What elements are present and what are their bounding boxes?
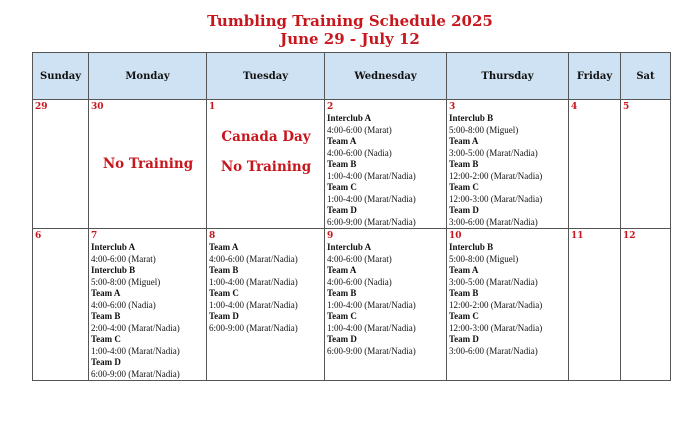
group-name: Team B: [327, 159, 357, 169]
group-name: Team A: [91, 288, 121, 298]
day-cell: [621, 229, 671, 381]
group-name: Team C: [327, 182, 357, 192]
session-time: 1:00-4:00 (Marat/Nadia): [209, 299, 298, 310]
day-cell: [89, 229, 207, 381]
group-name: Team A: [449, 265, 479, 275]
day-number: 30: [91, 102, 104, 112]
session-time: 4:00-6:00 (Nadia): [327, 276, 392, 287]
session-time: 1:00-4:00 (Marat/Nadia): [91, 345, 180, 356]
session-time: 3:00-6:00 (Marat/Nadia): [449, 345, 538, 356]
day-cell: [621, 100, 671, 229]
session-time: 12:00-2:00 (Marat/Nadia): [449, 170, 543, 181]
session-time: 5:00-8:00 (Miguel): [449, 124, 519, 135]
header-sat: Sat: [621, 53, 671, 100]
schedule-title: Tumbling Training Schedule 2025: [207, 12, 493, 30]
group-name: Team A: [209, 242, 239, 252]
session-time: 4:00-6:00 (Marat): [327, 253, 392, 264]
header-sunday: Sunday: [33, 53, 89, 100]
group-name: Team C: [449, 182, 479, 192]
session-time: 4:00-6:00 (Marat): [91, 253, 156, 264]
group-name: Interclub B: [449, 242, 494, 252]
day-number: 10: [449, 231, 462, 241]
no-training-note: No Training: [220, 159, 312, 175]
header-tuesday: Tuesday: [207, 53, 325, 100]
day-number: 4: [571, 102, 578, 112]
group-name: Team C: [327, 311, 357, 321]
session-time: 3:00-6:00 (Marat/Nadia): [449, 216, 538, 227]
session-time: 6:00-9:00 (Marat/Nadia): [327, 216, 416, 227]
session-time: 3:00-5:00 (Marat/Nadia): [449, 276, 538, 287]
group-name: Team B: [209, 265, 239, 275]
group-name: Team C: [91, 334, 121, 344]
group-name: Interclub A: [327, 113, 372, 123]
day-cell: [89, 100, 207, 229]
session-time: 3:00-5:00 (Marat/Nadia): [449, 147, 538, 158]
day-number: 11: [571, 231, 584, 241]
session-time: 6:00-9:00 (Marat/Nadia): [209, 322, 298, 333]
day-number: 29: [35, 102, 48, 112]
day-cell: [447, 100, 569, 229]
group-name: Team A: [327, 265, 357, 275]
day-cell: [569, 100, 621, 229]
group-name: Team D: [327, 334, 357, 344]
group-name: Team B: [449, 159, 479, 169]
session-time: 6:00-9:00 (Marat/Nadia): [91, 368, 180, 379]
session-time: 4:00-6:00 (Nadia): [91, 299, 156, 310]
session-time: 1:00-4:00 (Marat/Nadia): [327, 299, 416, 310]
session-time: 1:00-4:00 (Marat/Nadia): [327, 170, 416, 181]
day-cell: [569, 229, 621, 381]
header-wednesday: Wednesday: [325, 53, 447, 100]
session-time: 4:00-6:00 (Marat): [327, 124, 392, 135]
no-training-note: No Training: [102, 156, 194, 172]
day-cell: [33, 100, 89, 229]
session-time: 5:00-8:00 (Miguel): [449, 253, 519, 264]
schedule-table: [32, 52, 671, 381]
group-name: Team C: [209, 288, 239, 298]
group-name: Interclub B: [91, 265, 136, 275]
day-number: 6: [35, 231, 42, 241]
group-name: Interclub B: [449, 113, 494, 123]
day-cell: [33, 229, 89, 381]
day-cell: [325, 229, 447, 381]
session-time: 4:00-6:00 (Nadia): [327, 147, 392, 158]
session-time: 12:00-3:00 (Marat/Nadia): [449, 193, 543, 204]
group-name: Team B: [327, 288, 357, 298]
session-time: 6:00-9:00 (Marat/Nadia): [327, 345, 416, 356]
session-time: 1:00-4:00 (Marat/Nadia): [327, 193, 416, 204]
header-thursday: Thursday: [447, 53, 569, 100]
schedule-subtitle: June 29 - July 12: [280, 30, 420, 48]
session-time: 2:00-4:00 (Marat/Nadia): [91, 322, 180, 333]
day-cell: [207, 229, 325, 381]
group-name: Team A: [327, 136, 357, 146]
group-name: Team D: [91, 357, 121, 367]
day-number: 3: [449, 102, 456, 112]
group-name: Team B: [449, 288, 479, 298]
session-time: 1:00-4:00 (Marat/Nadia): [209, 276, 298, 287]
header-friday: Friday: [569, 53, 621, 100]
group-name: Team D: [209, 311, 239, 321]
header-row: [33, 53, 671, 100]
group-name: Interclub A: [327, 242, 372, 252]
session-time: 12:00-3:00 (Marat/Nadia): [449, 322, 543, 333]
session-time: 4:00-6:00 (Marat/Nadia): [209, 253, 298, 264]
group-name: Team B: [91, 311, 121, 321]
day-number: 1: [209, 102, 216, 112]
day-cell: [447, 229, 569, 381]
group-name: Team D: [449, 334, 479, 344]
holiday-label: Canada Day: [221, 129, 311, 145]
group-name: Team A: [449, 136, 479, 146]
day-number: 12: [623, 231, 636, 241]
session-time: 1:00-4:00 (Marat/Nadia): [327, 322, 416, 333]
group-name: Team C: [449, 311, 479, 321]
day-cell: [207, 100, 325, 229]
day-cell: [325, 100, 447, 229]
day-number: 7: [91, 231, 98, 241]
week-row: [33, 100, 671, 229]
group-name: Interclub A: [91, 242, 136, 252]
day-number: 9: [327, 231, 334, 241]
week-row: [33, 229, 671, 381]
day-number: 8: [209, 231, 216, 241]
session-time: 5:00-8:00 (Miguel): [91, 276, 161, 287]
group-name: Team D: [327, 205, 357, 215]
header-monday: Monday: [89, 53, 207, 100]
day-number: 2: [327, 102, 334, 112]
session-time: 12:00-2:00 (Marat/Nadia): [449, 299, 543, 310]
group-name: Team D: [449, 205, 479, 215]
day-number: 5: [623, 102, 630, 112]
